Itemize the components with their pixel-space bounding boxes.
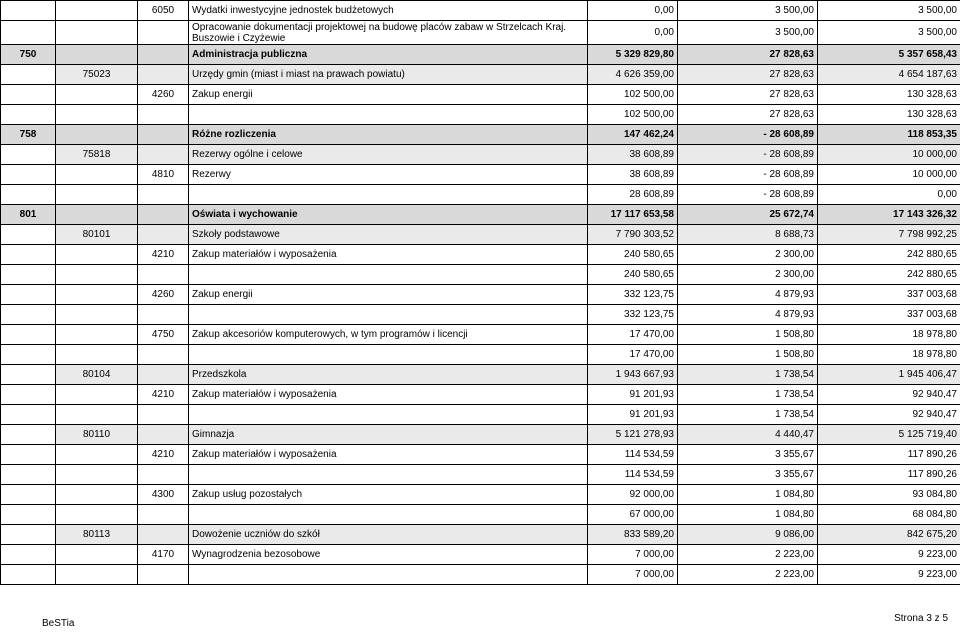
cell-plan-po-zmianach: 5 357 658,43 (818, 45, 960, 65)
cell-plan-po-zmianach: 4 654 187,63 (818, 65, 960, 85)
cell-plan: 240 580,65 (588, 265, 678, 285)
cell-plan: 7 790 303,52 (588, 225, 678, 245)
cell-plan: 67 000,00 (588, 505, 678, 525)
cell-zmiana: 8 688,73 (678, 225, 818, 245)
cell-zmiana: 4 879,93 (678, 285, 818, 305)
cell-nazwa (189, 105, 588, 125)
cell-plan-po-zmianach: 1 945 406,47 (818, 365, 960, 385)
budget-table-body (1, 1, 960, 585)
cell-nazwa (189, 405, 588, 425)
cell-plan-po-zmianach: 130 328,63 (818, 105, 960, 125)
cell-zmiana: 27 828,63 (678, 65, 818, 85)
cell-dzial (1, 65, 56, 85)
cell-dzial: 801 (1, 205, 56, 225)
table-row (1, 105, 960, 125)
cell-dzial (1, 545, 56, 565)
cell-rozdzial (56, 445, 138, 465)
table-row (1, 305, 960, 325)
cell-dzial (1, 85, 56, 105)
cell-paragraf (138, 425, 189, 445)
cell-plan: 5 329 829,80 (588, 45, 678, 65)
cell-dzial (1, 285, 56, 305)
cell-paragraf: 4260 (138, 85, 189, 105)
cell-dzial (1, 1, 56, 21)
cell-plan-po-zmianach: 337 003,68 (818, 285, 960, 305)
cell-nazwa: Rezerwy (189, 165, 588, 185)
cell-rozdzial (56, 465, 138, 485)
table-row (1, 565, 960, 585)
cell-rozdzial (56, 205, 138, 225)
cell-nazwa (189, 565, 588, 585)
cell-dzial (1, 245, 56, 265)
cell-zmiana: 2 223,00 (678, 545, 818, 565)
cell-plan: 5 121 278,93 (588, 425, 678, 445)
cell-nazwa: Urzędy gmin (miast i miast na prawach powiatu) (189, 65, 588, 85)
cell-nazwa (189, 505, 588, 525)
cell-nazwa (189, 345, 588, 365)
table-row (1, 285, 960, 305)
cell-plan-po-zmianach: 117 890,26 (818, 445, 960, 465)
cell-paragraf (138, 185, 189, 205)
cell-paragraf (138, 365, 189, 385)
cell-paragraf (138, 21, 189, 45)
cell-nazwa: Zakup materiałów i wyposażenia (189, 245, 588, 265)
cell-rozdzial (56, 485, 138, 505)
cell-zmiana: 1 738,54 (678, 365, 818, 385)
cell-plan: 332 123,75 (588, 285, 678, 305)
cell-rozdzial (56, 405, 138, 425)
cell-plan-po-zmianach: 242 880,65 (818, 245, 960, 265)
cell-zmiana: 2 300,00 (678, 245, 818, 265)
table-row (1, 1, 960, 21)
cell-plan: 102 500,00 (588, 105, 678, 125)
cell-paragraf (138, 265, 189, 285)
cell-plan-po-zmianach: 93 084,80 (818, 485, 960, 505)
table-row (1, 485, 960, 505)
cell-nazwa (189, 465, 588, 485)
cell-plan: 114 534,59 (588, 445, 678, 465)
cell-rozdzial (56, 565, 138, 585)
cell-rozdzial: 75023 (56, 65, 138, 85)
cell-rozdzial (56, 325, 138, 345)
cell-dzial (1, 385, 56, 405)
cell-plan: 1 943 667,93 (588, 365, 678, 385)
cell-plan: 38 608,89 (588, 165, 678, 185)
cell-zmiana: 1 508,80 (678, 325, 818, 345)
cell-dzial: 750 (1, 45, 56, 65)
cell-plan-po-zmianach: 10 000,00 (818, 145, 960, 165)
cell-plan-po-zmianach: 842 675,20 (818, 525, 960, 545)
cell-nazwa: Zakup materiałów i wyposażenia (189, 385, 588, 405)
table-row (1, 205, 960, 225)
cell-zmiana: 1 738,54 (678, 385, 818, 405)
cell-rozdzial (56, 105, 138, 125)
table-row (1, 425, 960, 445)
cell-plan-po-zmianach: 10 000,00 (818, 165, 960, 185)
footer-app-name: BeSTia (42, 618, 75, 629)
table-row (1, 525, 960, 545)
cell-dzial (1, 225, 56, 245)
table-row (1, 545, 960, 565)
cell-nazwa (189, 265, 588, 285)
cell-plan-po-zmianach: 337 003,68 (818, 305, 960, 325)
cell-dzial (1, 185, 56, 205)
table-row (1, 225, 960, 245)
cell-plan: 114 534,59 (588, 465, 678, 485)
cell-plan: 91 201,93 (588, 385, 678, 405)
cell-plan-po-zmianach: 18 978,80 (818, 345, 960, 365)
cell-plan: 4 626 359,00 (588, 65, 678, 85)
cell-dzial (1, 345, 56, 365)
cell-plan-po-zmianach: 118 853,35 (818, 125, 960, 145)
cell-paragraf (138, 405, 189, 425)
cell-rozdzial (56, 125, 138, 145)
cell-plan-po-zmianach: 17 143 326,32 (818, 205, 960, 225)
cell-paragraf (138, 305, 189, 325)
table-row (1, 85, 960, 105)
table-row (1, 165, 960, 185)
table-row (1, 405, 960, 425)
cell-plan: 38 608,89 (588, 145, 678, 165)
cell-rozdzial (56, 185, 138, 205)
table-row (1, 185, 960, 205)
cell-paragraf (138, 505, 189, 525)
cell-dzial (1, 145, 56, 165)
cell-dzial (1, 325, 56, 345)
cell-plan-po-zmianach: 68 084,80 (818, 505, 960, 525)
cell-plan: 17 470,00 (588, 325, 678, 345)
cell-plan: 332 123,75 (588, 305, 678, 325)
cell-nazwa: Administracja publiczna (189, 45, 588, 65)
cell-paragraf: 4210 (138, 245, 189, 265)
cell-rozdzial: 80104 (56, 365, 138, 385)
cell-zmiana: 4 879,93 (678, 305, 818, 325)
cell-plan: 92 000,00 (588, 485, 678, 505)
cell-plan: 7 000,00 (588, 565, 678, 585)
cell-dzial (1, 405, 56, 425)
cell-nazwa: Gimnazja (189, 425, 588, 445)
cell-paragraf (138, 125, 189, 145)
cell-plan-po-zmianach: 0,00 (818, 185, 960, 205)
cell-zmiana: 2 300,00 (678, 265, 818, 285)
cell-nazwa: Rezerwy ogólne i celowe (189, 145, 588, 165)
cell-plan-po-zmianach: 9 223,00 (818, 545, 960, 565)
cell-zmiana: 1 508,80 (678, 345, 818, 365)
table-row (1, 365, 960, 385)
table-row (1, 465, 960, 485)
cell-plan-po-zmianach: 92 940,47 (818, 405, 960, 425)
cell-dzial (1, 21, 56, 45)
cell-rozdzial: 80101 (56, 225, 138, 245)
cell-nazwa: Zakup energii (189, 285, 588, 305)
cell-zmiana: 4 440,47 (678, 425, 818, 445)
cell-paragraf (138, 145, 189, 165)
cell-rozdzial: 75818 (56, 145, 138, 165)
cell-dzial (1, 365, 56, 385)
cell-paragraf: 4170 (138, 545, 189, 565)
cell-zmiana: 25 672,74 (678, 205, 818, 225)
cell-zmiana: 3 500,00 (678, 1, 818, 21)
cell-nazwa (189, 305, 588, 325)
cell-nazwa: Różne rozliczenia (189, 125, 588, 145)
cell-paragraf (138, 45, 189, 65)
cell-nazwa: Zakup energii (189, 85, 588, 105)
cell-zmiana: 3 355,67 (678, 465, 818, 485)
table-row (1, 505, 960, 525)
cell-plan: 91 201,93 (588, 405, 678, 425)
cell-plan-po-zmianach: 3 500,00 (818, 21, 960, 45)
cell-rozdzial (56, 45, 138, 65)
cell-plan: 7 000,00 (588, 545, 678, 565)
cell-zmiana: 27 828,63 (678, 45, 818, 65)
cell-dzial: 758 (1, 125, 56, 145)
cell-paragraf (138, 465, 189, 485)
cell-zmiana: 27 828,63 (678, 105, 818, 125)
cell-nazwa: Wynagrodzenia bezosobowe (189, 545, 588, 565)
cell-zmiana: 9 086,00 (678, 525, 818, 545)
cell-rozdzial (56, 21, 138, 45)
cell-plan: 17 470,00 (588, 345, 678, 365)
cell-dzial (1, 105, 56, 125)
cell-rozdzial (56, 545, 138, 565)
table-row (1, 445, 960, 465)
cell-paragraf (138, 345, 189, 365)
cell-dzial (1, 485, 56, 505)
cell-nazwa: Szkoły podstawowe (189, 225, 588, 245)
table-row (1, 65, 960, 85)
cell-dzial (1, 505, 56, 525)
cell-zmiana: 27 828,63 (678, 85, 818, 105)
cell-plan-po-zmianach: 117 890,26 (818, 465, 960, 485)
table-row (1, 45, 960, 65)
cell-zmiana: 3 500,00 (678, 21, 818, 45)
cell-plan: 0,00 (588, 21, 678, 45)
cell-plan-po-zmianach: 7 798 992,25 (818, 225, 960, 245)
cell-zmiana: - 28 608,89 (678, 125, 818, 145)
cell-nazwa: Przedszkola (189, 365, 588, 385)
cell-plan-po-zmianach: 242 880,65 (818, 265, 960, 285)
cell-plan: 102 500,00 (588, 85, 678, 105)
table-row (1, 385, 960, 405)
cell-rozdzial (56, 285, 138, 305)
cell-plan: 28 608,89 (588, 185, 678, 205)
cell-zmiana: 1 084,80 (678, 485, 818, 505)
table-row (1, 245, 960, 265)
cell-zmiana: - 28 608,89 (678, 145, 818, 165)
cell-rozdzial (56, 385, 138, 405)
cell-zmiana: - 28 608,89 (678, 185, 818, 205)
cell-paragraf (138, 225, 189, 245)
cell-paragraf: 4210 (138, 445, 189, 465)
cell-plan-po-zmianach: 92 940,47 (818, 385, 960, 405)
cell-dzial (1, 565, 56, 585)
cell-dzial (1, 425, 56, 445)
cell-zmiana: 2 223,00 (678, 565, 818, 585)
cell-rozdzial (56, 305, 138, 325)
cell-plan-po-zmianach: 3 500,00 (818, 1, 960, 21)
cell-rozdzial (56, 1, 138, 21)
cell-plan: 17 117 653,58 (588, 205, 678, 225)
table-row (1, 265, 960, 285)
cell-nazwa: Zakup materiałów i wyposażenia (189, 445, 588, 465)
cell-nazwa: Zakup akcesoriów komputerowych, w tym programów i licencji (189, 325, 588, 345)
table-row (1, 345, 960, 365)
cell-paragraf (138, 565, 189, 585)
cell-paragraf: 4750 (138, 325, 189, 345)
cell-paragraf (138, 105, 189, 125)
cell-nazwa: Wydatki inwestycyjne jednostek budżetowych (189, 1, 588, 21)
cell-dzial (1, 465, 56, 485)
cell-rozdzial (56, 245, 138, 265)
cell-plan: 833 589,20 (588, 525, 678, 545)
table-row (1, 125, 960, 145)
cell-plan-po-zmianach: 130 328,63 (818, 85, 960, 105)
cell-zmiana: 1 084,80 (678, 505, 818, 525)
cell-nazwa: Dowożenie uczniów do szkół (189, 525, 588, 545)
cell-paragraf: 4300 (138, 485, 189, 505)
table-row (1, 325, 960, 345)
cell-dzial (1, 165, 56, 185)
cell-plan-po-zmianach: 9 223,00 (818, 565, 960, 585)
cell-paragraf: 4260 (138, 285, 189, 305)
cell-nazwa: Oświata i wychowanie (189, 205, 588, 225)
cell-rozdzial: 80110 (56, 425, 138, 445)
cell-dzial (1, 305, 56, 325)
cell-rozdzial (56, 85, 138, 105)
cell-paragraf: 6050 (138, 1, 189, 21)
footer-page-number: Strona 3 z 5 (894, 613, 948, 624)
table-row (1, 145, 960, 165)
cell-dzial (1, 265, 56, 285)
cell-plan-po-zmianach: 18 978,80 (818, 325, 960, 345)
cell-paragraf: 4210 (138, 385, 189, 405)
cell-paragraf (138, 65, 189, 85)
cell-zmiana: - 28 608,89 (678, 165, 818, 185)
cell-plan: 0,00 (588, 1, 678, 21)
cell-plan-po-zmianach: 5 125 719,40 (818, 425, 960, 445)
cell-rozdzial (56, 165, 138, 185)
cell-dzial (1, 445, 56, 465)
table-row (1, 21, 960, 45)
cell-rozdzial (56, 265, 138, 285)
cell-plan: 147 462,24 (588, 125, 678, 145)
cell-zmiana: 3 355,67 (678, 445, 818, 465)
cell-nazwa: Zakup usług pozostałych (189, 485, 588, 505)
cell-paragraf (138, 525, 189, 545)
cell-zmiana: 1 738,54 (678, 405, 818, 425)
cell-rozdzial: 80113 (56, 525, 138, 545)
cell-rozdzial (56, 505, 138, 525)
cell-rozdzial (56, 345, 138, 365)
cell-plan: 240 580,65 (588, 245, 678, 265)
cell-nazwa: Opracowanie dokumentacji projektowej na budowę placów zabaw w Strzelcach Kraj. Buszowie i Czyżewie (189, 21, 588, 45)
cell-nazwa (189, 185, 588, 205)
cell-dzial (1, 525, 56, 545)
cell-paragraf (138, 205, 189, 225)
cell-paragraf: 4810 (138, 165, 189, 185)
